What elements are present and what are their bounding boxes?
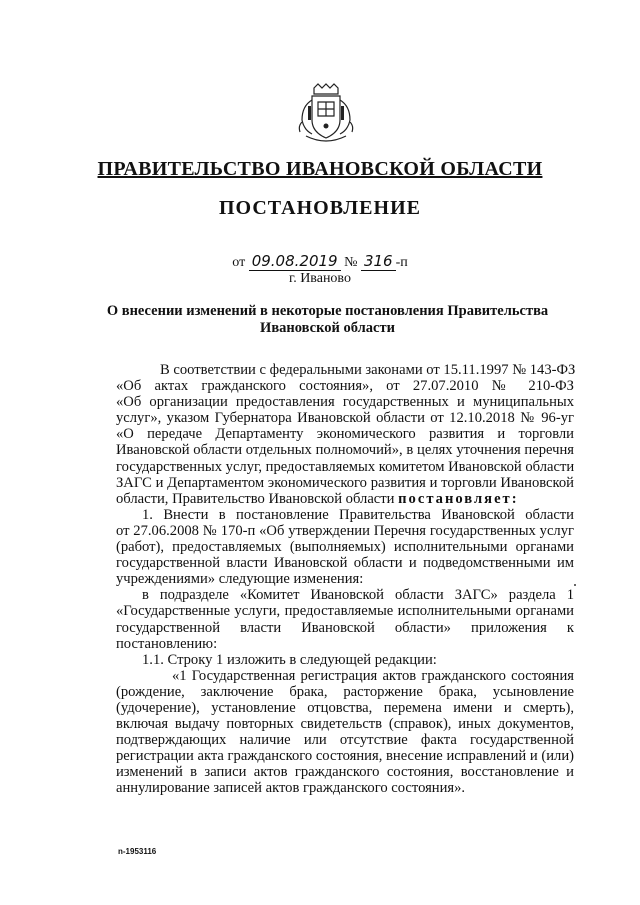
body-line: ЗАГС и Департаментом экономического развития и торговли Ивановской [116,474,574,491]
footer-code: n-1953116 [118,847,157,856]
document-body [116,362,574,797]
body-text: области, Правительство Ивановской области [116,490,395,507]
body-line: от 27.06.2008 № 170-п «Об утверждении Перечня государственных услуг [116,522,574,539]
margin-mark [574,584,576,586]
subject-line: О внесении изменений в некоторые постановления Правительства [106,303,549,319]
body-line: изменений в записи актов гражданского состояния, восстановление и [116,764,574,781]
coat-of-arms-icon [296,82,356,144]
body-line: (удочерение), установление отцовства, перемена имени и смерть), [116,699,574,716]
body-line: государственной власти Ивановской области» приложения к [116,619,574,636]
date-number-line [0,252,640,271]
body-line: государственных услуг, предоставляемых комитетом Ивановской области [116,458,575,475]
decree-keyword: постановляет: [398,490,519,507]
body-line: (рождение, заключение брака, расторжение брака, усыновление [116,683,574,700]
body-line: подтверждающих наличие или отсутствие факта государственной [116,732,574,749]
body-line: «1 Государственная регистрация актов гражданского состояния [172,667,574,684]
body-line: «О передаче Департаменту экономического развития и торговли [116,426,574,443]
body-line: услуг», указом Губернатора Ивановской области от 12.10.2018 № 96-уг [116,410,574,427]
body-line: государственной власти Ивановской области и подведомственными им [116,555,574,572]
date-value: 09.08.2019 [249,252,341,271]
body-line: регистрации акта гражданского состояния, внесение исправлений и (или) [116,748,574,765]
body-line: 1. Внести в постановление Правительства Ивановской области [142,506,574,523]
subject-line: Ивановской области [260,320,395,336]
body-line: В соответствии с федеральными законами от 15.11.1997 № 143-ФЗ [160,362,576,378]
number-value: 316 [361,252,396,271]
body-line: Ивановской области отдельных полномочий», в целях уточнения перечня [116,442,574,459]
body-line: (работ), предоставляемых (выполняемых) исполнительными органами [116,539,574,556]
number-suffix: -п [395,255,408,270]
government-title: ПРАВИТЕЛЬСТВО ИВАНОВСКОЙ ОБЛАСТИ [97,158,543,180]
body-line: в подразделе «Комитет Ивановской области ЗАГС» раздела 1 [142,587,574,604]
date-prefix: от [232,255,246,270]
body-line: включая выдачу повторных свидетельств (справок), иных документов, [116,716,574,733]
body-line: «Об актах гражданского состояния», от 27.07.2010 № 210-ФЗ [116,378,574,395]
document-subject [100,303,555,337]
body-line: аннулирование записей актов гражданского состояния». [116,780,466,797]
document-type: ПОСТАНОВЛЕНИЕ [219,197,421,219]
number-sign: № [344,255,358,270]
city: г. Иваново [289,271,351,286]
body-line: «Государственные услуги, предоставляемые исполнительными органами [116,603,574,620]
body-line: 1.1. Строку 1 изложить в следующей редакции: [142,651,437,668]
body-line [116,491,574,507]
body-line: «Об организации предоставления государственных и муниципальных [116,394,574,411]
body-line: постановлению: [116,635,218,652]
body-line: учреждениями» следующие изменения: [116,571,364,588]
